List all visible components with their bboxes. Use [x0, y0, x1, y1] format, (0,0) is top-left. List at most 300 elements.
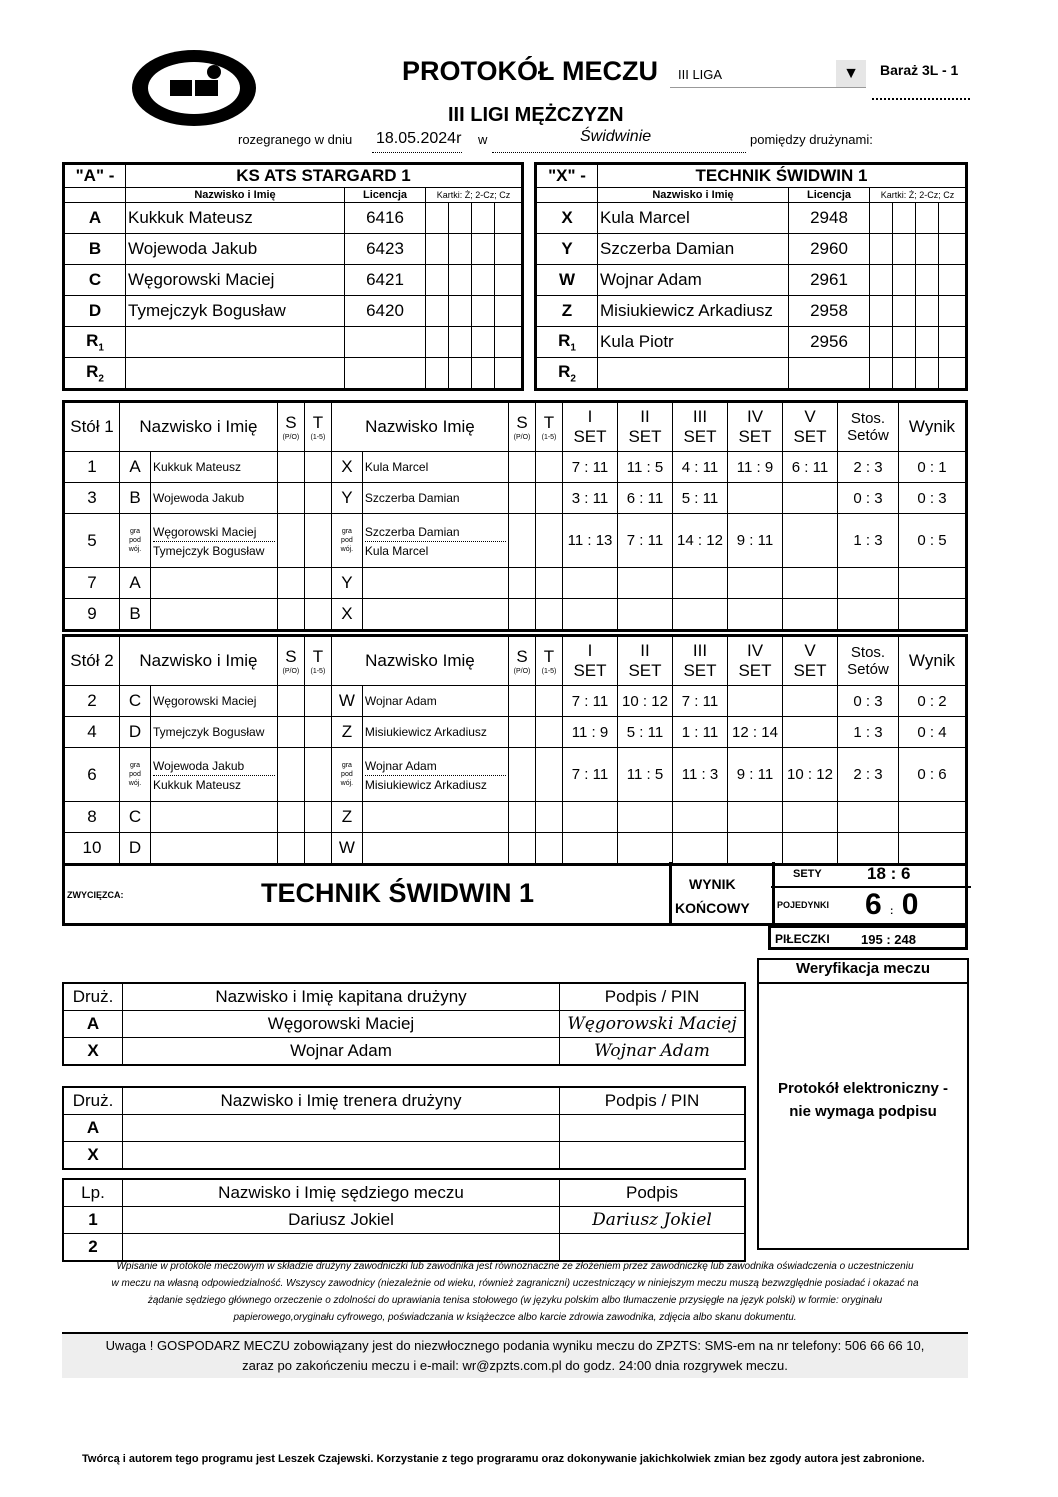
pojedynki-label: POJEDYNKI — [777, 900, 830, 910]
doubles-label: gra pod wój. — [331, 514, 362, 568]
set-score: 7 : 11 — [563, 686, 618, 717]
set-score: 7 : 11 — [563, 452, 618, 483]
set-score — [673, 568, 728, 599]
signature — [560, 1234, 746, 1262]
sets-ratio — [838, 568, 899, 599]
player-licence — [789, 358, 870, 390]
captains-table — [62, 982, 746, 1066]
card-cell — [870, 358, 893, 390]
empty-cell — [509, 717, 536, 748]
empty-cell — [304, 483, 331, 514]
col-signature: Podpis — [560, 1179, 746, 1207]
team_x-player-row — [536, 265, 967, 296]
set-score — [728, 599, 783, 631]
score-right: 11 — [702, 723, 719, 741]
player-x: Szczerba Damian — [362, 483, 508, 514]
set-score: 5 : 11 — [673, 483, 728, 514]
score-right: 5 — [654, 766, 664, 783]
empty-cell — [536, 452, 563, 483]
team-x-table — [534, 162, 968, 391]
player-code: X — [536, 203, 598, 234]
player-x — [362, 599, 508, 631]
set-score: 3 : 11 — [563, 483, 618, 514]
team-x-col-name: Nazwisko i Imię — [598, 188, 789, 203]
score-right: 3 — [874, 532, 883, 549]
empty-cell — [277, 483, 304, 514]
col-s: S (P/O) — [277, 636, 304, 686]
score-left: 1 — [681, 723, 691, 741]
score-right: 11 — [757, 766, 774, 783]
card-cell — [916, 358, 939, 390]
signature: Dariusz Jokiel — [560, 1207, 746, 1234]
match-row — [64, 833, 967, 865]
player-x: Kula Marcel — [362, 452, 508, 483]
player-name: Misiukiewicz Arkadiusz — [598, 296, 789, 327]
set-score: 14 : 12 — [673, 514, 728, 568]
small-row — [63, 1142, 745, 1170]
league-select[interactable] — [670, 60, 866, 88]
card-cell — [916, 203, 939, 234]
card-cell — [893, 327, 916, 358]
col-set-5: V SET — [783, 402, 838, 452]
score-right: 11 — [647, 489, 664, 507]
player-name: Wojnar Adam — [598, 265, 789, 296]
running-result: 0 : 2 — [899, 686, 967, 717]
running-result — [899, 833, 967, 865]
card-cell — [426, 234, 449, 265]
empty-cell — [304, 514, 331, 568]
sets-ratio: 1 : 3 — [838, 514, 899, 568]
empty-cell — [277, 514, 304, 568]
person-name: Wojnar Adam — [123, 1038, 560, 1066]
referee-table — [62, 1178, 746, 1262]
score-right: 3 — [874, 489, 883, 507]
team_a-player-row — [64, 265, 523, 296]
card-cell — [495, 358, 523, 390]
empty-cell — [304, 748, 331, 802]
player-name: Węgorowski Maciej — [126, 265, 345, 296]
running-result: 0 : 6 — [899, 748, 967, 802]
col-set-3: III SET — [673, 636, 728, 686]
set-score: 10 : 12 — [618, 686, 673, 717]
running-result — [899, 599, 967, 631]
col-set-5: V SET — [783, 636, 838, 686]
set-score — [783, 802, 838, 833]
col-name: Nazwisko i Imię sędziego meczu — [123, 1179, 560, 1207]
set-score — [728, 483, 783, 514]
player-code: A — [64, 203, 126, 234]
team_a-player-row — [64, 203, 523, 234]
between-label: pomiędzy drużynami: — [750, 132, 873, 147]
player-code-x: Z — [331, 802, 362, 833]
col-name-x: Nazwisko Imię — [331, 636, 508, 686]
baraz-label: Baraż 3L - 1 — [880, 62, 959, 78]
doubles-label: gra pod wój. — [120, 748, 151, 802]
player-code-a: C — [120, 686, 151, 717]
player-code-x: Z — [331, 717, 362, 748]
score-right: 3 — [874, 458, 883, 476]
empty-cell — [509, 514, 536, 568]
doubles-pair-x: Wojnar Adam Misiukiewicz Arkadiusz — [362, 748, 508, 802]
sety-label: SETY — [793, 868, 822, 880]
set-score — [783, 717, 838, 748]
card-cell — [939, 234, 967, 265]
player-licence: 6420 — [345, 296, 426, 327]
card-cell — [939, 265, 967, 296]
running-result: 0 : 4 — [899, 717, 967, 748]
player-licence: 6421 — [345, 265, 426, 296]
team_a-player-row — [64, 358, 523, 390]
table-label: Stół 1 — [64, 402, 120, 452]
score-right: 11 — [647, 723, 664, 741]
player-licence — [345, 327, 426, 358]
team_x-player-row — [536, 203, 967, 234]
table-label: Stół 2 — [64, 636, 120, 686]
col-name-x: Nazwisko Imię — [331, 402, 508, 452]
set-score: 11 : 9 — [563, 717, 618, 748]
match-row — [64, 568, 967, 599]
player-x: Misiukiewicz Arkadiusz — [362, 717, 508, 748]
final-label-2: KOŃCOWY — [675, 900, 750, 916]
card-cell — [495, 296, 523, 327]
col-team: Druż. — [63, 983, 123, 1011]
score-right: 11 — [702, 692, 719, 710]
score-left: 1 — [853, 532, 862, 549]
place-underline — [492, 152, 746, 153]
player-name: Kula Piotr — [598, 327, 789, 358]
score-left: 12 — [732, 723, 749, 741]
empty-cell — [536, 717, 563, 748]
doubles-pair-a: Wojewoda Jakub Kukkuk Mateusz — [151, 748, 278, 802]
score-right: 13 — [595, 532, 613, 549]
score-right: 14 — [761, 723, 778, 741]
small-row — [63, 1115, 745, 1142]
col-name: Nazwisko i Imię trenera drużyny — [123, 1087, 560, 1115]
score-left: 3 — [571, 489, 581, 507]
card-cell — [939, 203, 967, 234]
player-code-a: D — [120, 833, 151, 865]
set-score — [673, 833, 728, 865]
match-row — [64, 483, 967, 514]
empty-cell — [304, 802, 331, 833]
score-left: 2 — [853, 766, 862, 783]
player-a: Kukkuk Mateusz — [151, 452, 278, 483]
player-name — [598, 358, 789, 390]
player-code-x: Y — [331, 568, 362, 599]
final-label-1: WYNIK — [689, 876, 736, 892]
set-score: 4 : 11 — [673, 452, 728, 483]
player-code-x: X — [331, 452, 362, 483]
result-box — [62, 862, 968, 926]
set-score — [618, 599, 673, 631]
player-code-x: W — [331, 686, 362, 717]
team_x-player-row — [536, 296, 967, 327]
player-a — [151, 568, 278, 599]
card-cell — [916, 265, 939, 296]
running-result: 0 : 3 — [899, 483, 967, 514]
match-header-row — [64, 636, 967, 686]
player-code-a: A — [120, 452, 151, 483]
score-right: 11 — [757, 532, 774, 549]
player-x — [362, 568, 508, 599]
score-left: 0 — [853, 692, 862, 710]
col-signature: Podpis / PIN — [560, 1087, 746, 1115]
score-right: 1 — [938, 458, 947, 476]
sets-ratio: 2 : 3 — [838, 452, 899, 483]
small-header-row — [63, 1087, 745, 1115]
set-score — [563, 833, 618, 865]
small-row — [63, 1234, 745, 1262]
set-score: 6 : 11 — [783, 452, 838, 483]
match-table-1 — [62, 400, 968, 632]
score-left: 10 — [622, 692, 639, 710]
game-no: 7 — [64, 568, 120, 599]
sets-ratio: 0 : 3 — [838, 686, 899, 717]
set-score — [783, 599, 838, 631]
player-code: Y — [536, 234, 598, 265]
set-score — [673, 599, 728, 631]
w-label: w — [478, 132, 488, 147]
team-a-name: KS ATS STARGARD 1 — [126, 164, 523, 188]
player-licence: 6416 — [345, 203, 426, 234]
person-name: Węgorowski Maciej — [123, 1011, 560, 1038]
player-licence — [345, 358, 426, 390]
set-score — [673, 802, 728, 833]
baraz-underline — [872, 98, 970, 100]
score-right: 9 — [599, 723, 609, 741]
score-left: 7 — [571, 766, 581, 783]
set-score: 11 : 9 — [728, 452, 783, 483]
team_x-player-row — [536, 234, 967, 265]
score-left: 11 — [626, 458, 643, 476]
set-score: 6 : 11 — [618, 483, 673, 514]
player-a: Wojewoda Jakub — [151, 483, 278, 514]
match-row — [64, 514, 967, 568]
empty-cell — [304, 686, 331, 717]
match-header-row — [64, 402, 967, 452]
card-cell — [472, 234, 495, 265]
running-result — [899, 568, 967, 599]
player-code: $R_2$ — [64, 358, 126, 390]
card-cell — [870, 327, 893, 358]
set-score — [618, 568, 673, 599]
team-a-tag: "A" - — [64, 164, 126, 188]
player-code-a: B — [120, 483, 151, 514]
row-id: 1 — [63, 1207, 123, 1234]
team_x-player-row — [536, 327, 967, 358]
empty-cell — [536, 599, 563, 631]
match-row — [64, 802, 967, 833]
player-licence: 2956 — [789, 327, 870, 358]
player-licence: 2961 — [789, 265, 870, 296]
score-right: 12 — [706, 532, 723, 549]
person-name — [123, 1234, 560, 1262]
score-left: 11 — [571, 723, 588, 741]
score-left: 0 — [917, 723, 926, 741]
score-left: 6 — [791, 458, 801, 476]
card-cell — [939, 358, 967, 390]
col-stos: Stos. Setów — [838, 402, 899, 452]
card-cell — [472, 358, 495, 390]
set-score: 9 : 11 — [728, 748, 783, 802]
card-cell — [449, 358, 472, 390]
score-left: 0 — [917, 489, 926, 507]
card-cell — [472, 265, 495, 296]
col-s: S (P/O) — [509, 402, 536, 452]
score-right: 3 — [874, 723, 883, 741]
card-cell — [893, 234, 916, 265]
signature: Wojnar Adam — [560, 1038, 746, 1066]
small-header-row — [63, 983, 745, 1011]
empty-cell — [304, 599, 331, 631]
match-row — [64, 686, 967, 717]
game-no: 2 — [64, 686, 120, 717]
team_a-player-row — [64, 296, 523, 327]
author-note: Twórcą i autorem tego programu jest Leszek Czajewski. Korzystanie z tego prograramu oraz dokonywanie jakichkolwiek zmian bez zgody autora jest zabronione. — [82, 1453, 925, 1465]
player-code-a: D — [120, 717, 151, 748]
row-id: X — [63, 1142, 123, 1170]
empty-cell — [536, 686, 563, 717]
score-right: 11 — [592, 458, 609, 476]
empty-cell — [536, 568, 563, 599]
game-no: 5 — [64, 514, 120, 568]
small-row — [63, 1207, 745, 1234]
team-x-col-cards: Kartki: Ż; 2-Cz; Cz — [870, 188, 967, 203]
set-score: 7 : 11 — [673, 686, 728, 717]
col-s: S (P/O) — [277, 402, 304, 452]
set-score — [728, 833, 783, 865]
score-right: 4 — [938, 723, 947, 741]
sets-ratio — [838, 599, 899, 631]
verification-box — [757, 958, 969, 1250]
sety-value: 18 : 6 — [867, 864, 911, 883]
zpzts-logo — [130, 48, 258, 128]
score-right: 5 — [654, 458, 664, 476]
card-cell — [472, 296, 495, 327]
card-cell — [916, 234, 939, 265]
set-score: 11 : 5 — [618, 748, 673, 802]
pojedynki-value: 6 : 0 — [865, 888, 919, 921]
player-name: Tymejczyk Bogusław — [126, 296, 345, 327]
card-cell — [916, 296, 939, 327]
verification-text-2: nie wymaga podpisu — [789, 1103, 937, 1120]
player-code-a: C — [120, 802, 151, 833]
player-licence: 2958 — [789, 296, 870, 327]
empty-cell — [536, 483, 563, 514]
player-code-x: W — [331, 833, 362, 865]
score-right: 12 — [651, 692, 668, 710]
person-name — [123, 1142, 560, 1170]
empty-cell — [277, 452, 304, 483]
set-score — [728, 802, 783, 833]
card-cell — [449, 327, 472, 358]
score-left: 7 — [681, 692, 691, 710]
score-right: 11 — [647, 532, 664, 549]
empty-cell — [277, 717, 304, 748]
score-left: 5 — [681, 489, 691, 507]
player-a — [151, 833, 278, 865]
player-name — [126, 358, 345, 390]
player-licence: 6423 — [345, 234, 426, 265]
card-cell — [426, 327, 449, 358]
set-score — [728, 686, 783, 717]
verification-text-1: Protokół elektroniczny - — [777, 1080, 949, 1097]
score-left: 14 — [677, 532, 694, 549]
winner-name: TECHNIK ŚWIDWIN 1 — [261, 878, 534, 908]
empty-cell — [509, 568, 536, 599]
match-date: 18.05.2024r — [376, 130, 462, 147]
col-wynik: Wynik — [899, 636, 967, 686]
empty-cell — [277, 686, 304, 717]
running-result: 0 : 5 — [899, 514, 967, 568]
match-row — [64, 717, 967, 748]
game-no: 4 — [64, 717, 120, 748]
team_a-player-row — [64, 327, 523, 358]
player-x — [362, 802, 508, 833]
score-left: 0 — [917, 458, 926, 476]
match-place: Świdwinie — [580, 128, 652, 145]
person-name — [123, 1115, 560, 1142]
player-a — [151, 599, 278, 631]
player-code-x: Y — [331, 483, 362, 514]
chevron-down-icon[interactable]: ▼ — [836, 60, 866, 87]
empty-cell — [304, 568, 331, 599]
doubles-pair-x: Szczerba Damian Kula Marcel — [362, 514, 508, 568]
card-cell — [495, 234, 523, 265]
empty-cell — [277, 599, 304, 631]
set-score: 7 : 11 — [618, 514, 673, 568]
played-on-label: rozegranego w dniu — [238, 132, 353, 147]
empty-cell — [509, 599, 536, 631]
team_x-player-row — [536, 358, 967, 390]
card-cell — [870, 234, 893, 265]
set-score: 9 : 11 — [728, 514, 783, 568]
empty-cell — [536, 514, 563, 568]
player-licence: 2960 — [789, 234, 870, 265]
sets-ratio: 2 : 3 — [838, 748, 899, 802]
sets-ratio — [838, 833, 899, 865]
player-code-a: B — [120, 599, 151, 631]
card-cell — [449, 234, 472, 265]
player-a: Tymejczyk Bogusław — [151, 717, 278, 748]
col-t: T (1-5) — [536, 402, 563, 452]
card-cell — [495, 327, 523, 358]
set-score — [728, 568, 783, 599]
score-right: 11 — [592, 766, 609, 783]
score-right: 9 — [764, 458, 774, 476]
notice-line-1: Uwaga ! GOSPODARZ MECZU zobowiązany jest do niezwłocznego podania wyniku meczu do ZPZTS: SMS-em na nr telefony: 506 66 66 10, — [105, 1338, 925, 1353]
empty-cell — [536, 748, 563, 802]
row-id: A — [63, 1115, 123, 1142]
score-right: 6 — [938, 766, 947, 783]
col-set-4: IV SET — [728, 636, 783, 686]
col-set-2: II SET — [618, 636, 673, 686]
score-right: 3 — [709, 766, 719, 783]
team-x-tag: "X" - — [536, 164, 598, 188]
card-cell — [426, 203, 449, 234]
small-row — [63, 1038, 745, 1066]
empty-cell — [509, 452, 536, 483]
empty-cell — [509, 483, 536, 514]
col-stos: Stos. Setów — [838, 636, 899, 686]
col-team: Druż. — [63, 1087, 123, 1115]
card-cell — [893, 296, 916, 327]
player-a: Węgorowski Maciej — [151, 686, 278, 717]
match-row — [64, 599, 967, 631]
player-code-a: A — [120, 568, 151, 599]
player-code: W — [536, 265, 598, 296]
sets-ratio: 0 : 3 — [838, 483, 899, 514]
